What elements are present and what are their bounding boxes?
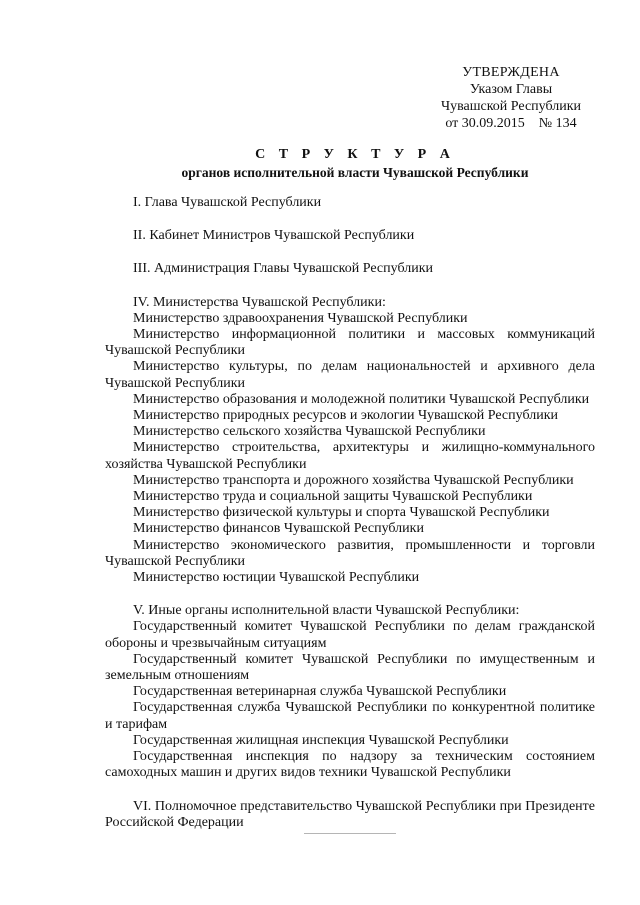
list-item: Министерство физической культуры и спорта Чувашской Республики (133, 505, 550, 521)
list-item: Министерство строительства, архитектуры и жилищно-коммунального хозяйства Чувашской Республики (105, 440, 595, 472)
list-item: Государственная жилищная инспекция Чувашской Республики (133, 732, 509, 748)
list-item: Государственная ветеринарная служба Чувашской Республики (133, 684, 507, 700)
list-item: Министерство труда и социальной защиты Чувашской Республики (133, 489, 533, 505)
list-item: Министерство образования и молодежной политики Чувашской Республики (133, 391, 590, 407)
approval-decree: Указом Главы (469, 82, 553, 97)
list-item: Министерство здравоохранения Чувашской Республики (133, 310, 468, 326)
list-item: Министерство культуры, по делам национальностей и архивного дела Чувашской Республики (105, 359, 595, 391)
approval-date-number: от 30.09.2015 № 134 (445, 116, 577, 131)
section-head-cabinet: II. Кабинет Министров Чувашской Республики (133, 228, 415, 244)
approval-block (396, 64, 626, 132)
section-other-bodies (105, 603, 595, 781)
list-item: Государственный комитет Чувашской Республики по имущественным и земельным отношениям (105, 651, 595, 684)
list-item: Министерство финансов Чувашской Республики (133, 521, 424, 537)
list-item: Государственный комитет Чувашской Республики по делам гражданской обороны и чрезвычайным ситуациям (105, 619, 595, 651)
list-item: Министерство экономического развития, промышленности и торговли Чувашской Республики (105, 537, 595, 569)
section-head-representation: VI. Полномочное представительство Чувашской Республики при Президенте Российской Федерации (105, 798, 595, 830)
list-item: Министерство юстиции Чувашской Республики (133, 570, 420, 586)
section-ministries (105, 295, 595, 587)
document-subtitle: органов исполнительной власти Чувашской Республики (181, 165, 529, 180)
footer-divider (304, 833, 396, 834)
list-item: Государственная инспекция по надзору за техническим состоянием самоходных машин и других видов техники Чувашской Республики (105, 749, 595, 781)
list-item: Министерство сельского хозяйства Чувашской Республики (133, 424, 486, 440)
section-head-other-bodies: V. Иные органы исполнительной власти Чувашской Республики: (133, 603, 520, 619)
list-item: Министерство транспорта и дорожного хозяйства Чувашской Республики (133, 472, 574, 488)
approval-republic: Чувашской Республики (440, 99, 582, 114)
list-item: Министерство природных ресурсов и экологии Чувашской Республики (133, 408, 559, 424)
document-title: С Т Р У К Т У Р А (255, 147, 455, 162)
approval-status: УТВЕРЖДЕНА (462, 65, 560, 80)
list-item: Министерство информационной политики и массовых коммуникаций Чувашской Республики (105, 327, 595, 359)
section-head-ministries: IV. Министерства Чувашской Республики: (133, 294, 386, 310)
section-head-administration: III. Администрация Главы Чувашской Республики (133, 261, 434, 277)
document-body (105, 195, 595, 831)
list-item: Государственная служба Чувашской Республики по конкурентной политике и тарифам (105, 700, 595, 732)
document-heading (120, 146, 590, 182)
section-head-governor: I. Глава Чувашской Республики (133, 195, 322, 210)
